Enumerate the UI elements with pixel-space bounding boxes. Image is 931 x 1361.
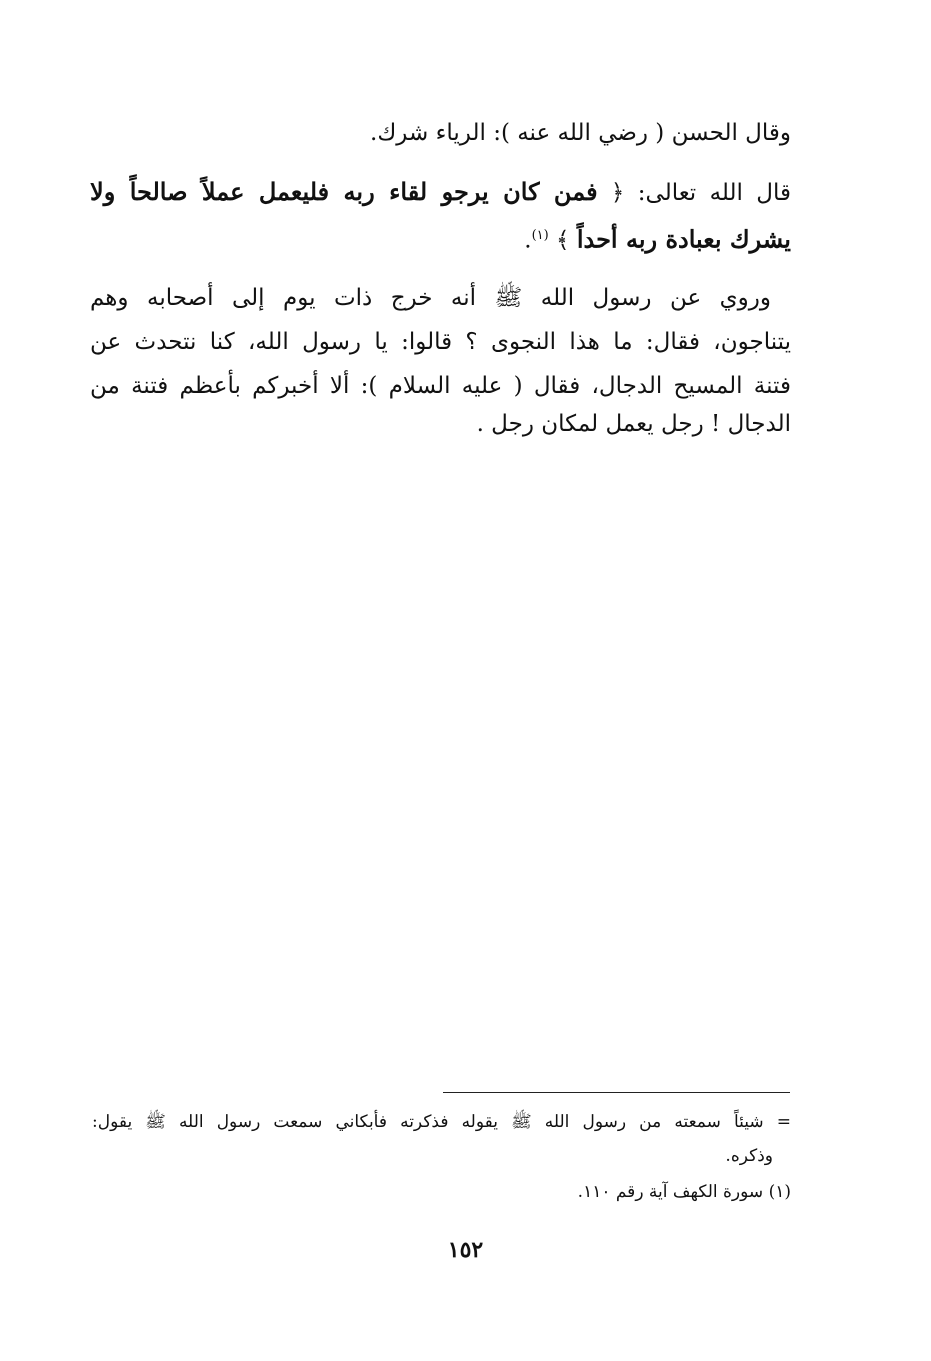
hadith-line-4: الدجال ! رجل يعمل لمكان رجل . — [476, 411, 791, 437]
verse-intro: قال الله تعالى: ﴿ — [610, 180, 791, 206]
verse-end: . — [524, 227, 532, 254]
footnote-divider — [443, 1092, 790, 1093]
page-number: ١٥٢ — [447, 1237, 484, 1263]
verse-line-2 — [524, 221, 791, 256]
hadith-line-1: وروي عن رسول الله ﷺ أنه خرج ذات يوم إلى أصحابه وهم — [90, 285, 771, 311]
footnote-continuation-2: وذكره. — [725, 1146, 773, 1166]
hasan-quote-line: وقال الحسن ( رضي الله عنه ): الرياء شرك. — [370, 120, 791, 146]
verse-line-1 — [90, 177, 791, 208]
footnote-1: (١) سورة الكهف آية رقم ١١٠. — [577, 1182, 791, 1202]
verse-footnote-ref: (١) — [531, 228, 549, 243]
verse-text-1: فمن كان يرجو لقاء ربه فليعمل عملاً صالحاً ولا — [90, 177, 598, 206]
verse-text-2: يشرك بعبادة ربه أحداً — [576, 224, 791, 254]
footnote-continuation-1: = شيئاً سمعته من رسول الله ﷺ يقوله فذكرته فأبكاني سمعت رسول الله ﷺ يقول: — [92, 1112, 791, 1132]
verse-close-bracket: ﴾ — [556, 227, 570, 254]
hadith-line-3: فتنة المسيح الدجال، فقال ( عليه السلام ): ألا أخبركم بأعظم فتنة من — [90, 373, 791, 399]
hadith-line-2: يتناجون، فقال: ما هذا النجوى ؟ قالوا: يا رسول الله، كنا نتحدث عن — [90, 329, 791, 355]
